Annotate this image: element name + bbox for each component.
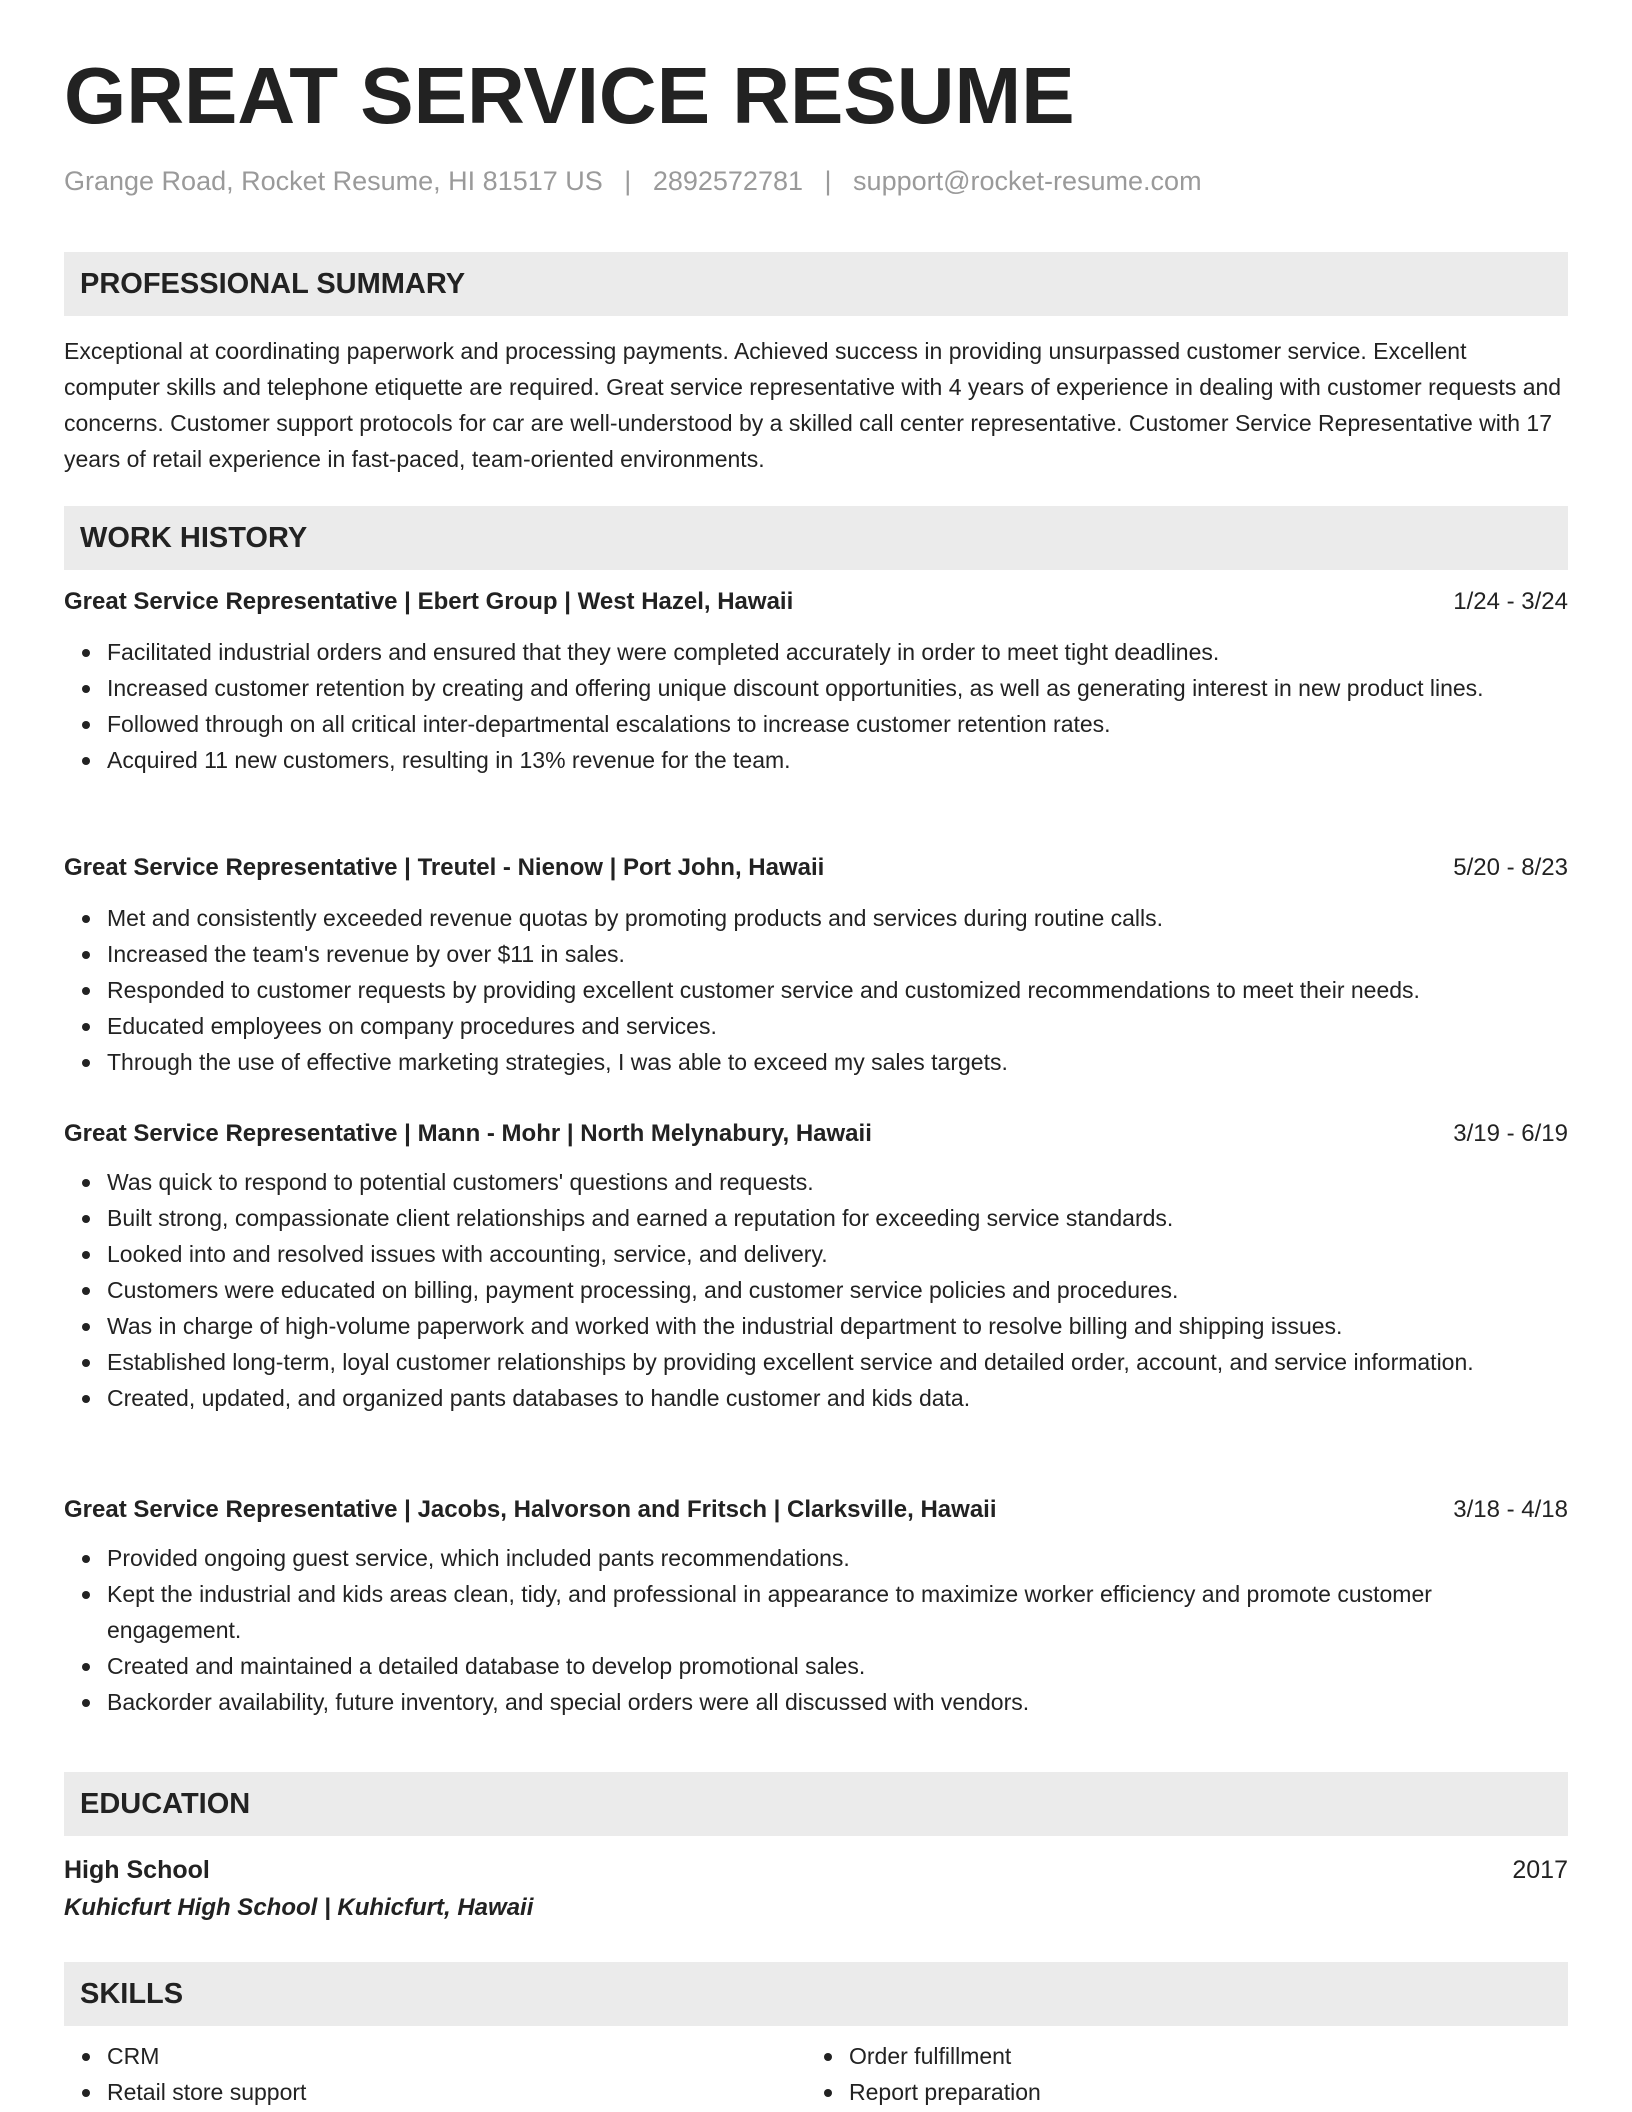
job-dates: 5/20 - 8/23	[1453, 854, 1568, 881]
job-bullet: Followed through on all critical inter-departmental escalations to increase customer retention rates.	[107, 706, 1568, 742]
education-year: 2017	[1512, 1856, 1568, 1884]
contact-line	[64, 166, 1202, 197]
job-bullet: Created, updated, and organized pants databases to handle customer and kids data.	[107, 1380, 1568, 1416]
skill-item: Order fulfillment	[849, 2038, 1041, 2074]
job-bullet: Backorder availability, future inventory, and special orders were all discussed with vendors.	[107, 1684, 1568, 1720]
contact-phone: 2892572781	[652, 166, 803, 196]
summary-section-header	[64, 252, 1568, 316]
job-bullet: Looked into and resolved issues with accounting, service, and delivery.	[107, 1236, 1568, 1272]
job-bullets	[64, 1164, 1568, 1416]
skill-item: CRM	[107, 2038, 306, 2074]
job-title: Great Service Representative | Ebert Group | West Hazel, Hawaii	[64, 588, 794, 615]
resume-name: GREAT SERVICE RESUME	[64, 51, 1075, 140]
job-bullet: Increased customer retention by creating and offering unique discount opportunities, as well as generating interest in new product lines.	[107, 670, 1568, 706]
skills-right-column	[806, 2038, 1041, 2110]
skills-heading: SKILLS	[80, 1978, 184, 2010]
job-title: Great Service Representative | Treutel - Nienow | Port John, Hawaii	[64, 854, 825, 881]
skills-list	[64, 2038, 306, 2110]
summary-text: Exceptional at coordinating paperwork and processing payments. Achieved success in providing unsurpassed customer service. Excellent computer skills and telephone etiquette are required. Great service representative with 4 years of experience in dealing with customer requests and concerns. Customer support protocols for car are well-understood by a skilled call center representative. Customer Service Representative with 17 years of retail experience in fast-paced, team-oriented environments.	[64, 338, 1562, 472]
job-title: Great Service Representative | Mann - Mohr | North Melynabury, Hawaii	[64, 1120, 872, 1147]
job-bullet: Increased the team's revenue by over $11 in sales.	[107, 936, 1568, 972]
education-section-header	[64, 1772, 1568, 1836]
job-bullets	[64, 900, 1568, 1080]
job-bullet: Kept the industrial and kids areas clean, tidy, and professional in appearance to maximize worker efficiency and promote customer engagement.	[107, 1576, 1568, 1648]
job-bullet: Acquired 11 new customers, resulting in 13% revenue for the team.	[107, 742, 1568, 778]
skills-section-header	[64, 1962, 1568, 2026]
job-entry	[64, 850, 1568, 1080]
job-bullet: Customers were educated on billing, payment processing, and customer service policies and procedures.	[107, 1272, 1568, 1308]
job-bullet: Created and maintained a detailed database to develop promotional sales.	[107, 1648, 1568, 1684]
job-bullet: Built strong, compassionate client relationships and earned a reputation for exceeding service standards.	[107, 1200, 1568, 1236]
job-entry	[64, 1116, 1568, 1416]
skills-left-column	[64, 2038, 306, 2110]
work-heading: WORK HISTORY	[80, 522, 308, 554]
job-bullet: Educated employees on company procedures and services.	[107, 1008, 1568, 1044]
job-dates: 3/19 - 6/19	[1453, 1120, 1568, 1147]
contact-separator: |	[624, 166, 632, 196]
job-bullet: Was in charge of high-volume paperwork and worked with the industrial department to resolve billing and shipping issues.	[107, 1308, 1568, 1344]
contact-email: support@rocket-resume.com	[853, 166, 1202, 196]
work-section-header	[64, 506, 1568, 570]
job-bullet: Through the use of effective marketing strategies, I was able to exceed my sales targets.	[107, 1044, 1568, 1080]
job-bullets	[64, 634, 1568, 778]
job-dates: 1/24 - 3/24	[1453, 588, 1568, 615]
job-dates: 3/18 - 4/18	[1453, 1496, 1568, 1523]
job-bullet: Met and consistently exceeded revenue quotas by promoting products and services during routine calls.	[107, 900, 1568, 936]
job-bullet: Established long-term, loyal customer relationships by providing excellent service and detailed order, account, and service information.	[107, 1344, 1568, 1380]
skill-item: Report preparation	[849, 2074, 1041, 2110]
job-entry	[64, 584, 1568, 778]
job-title: Great Service Representative | Jacobs, Halvorson and Fritsch | Clarksville, Hawaii	[64, 1496, 997, 1523]
contact-address: Grange Road, Rocket Resume, HI 81517 US	[64, 166, 603, 196]
education-school: Kuhicfurt High School | Kuhicfurt, Hawaii	[64, 1894, 534, 1921]
job-bullet: Responded to customer requests by providing excellent customer service and customized recommendations to meet their needs.	[107, 972, 1568, 1008]
skills-list	[806, 2038, 1041, 2110]
summary-heading: PROFESSIONAL SUMMARY	[80, 268, 466, 300]
contact-separator: |	[824, 166, 832, 196]
job-bullet: Provided ongoing guest service, which included pants recommendations.	[107, 1540, 1568, 1576]
job-bullets	[64, 1540, 1568, 1720]
education-heading: EDUCATION	[80, 1788, 251, 1820]
skill-item: Retail store support	[107, 2074, 306, 2110]
education-degree: High School	[64, 1856, 210, 1884]
job-entry	[64, 1492, 1568, 1720]
job-bullet: Facilitated industrial orders and ensured that they were completed accurately in order to meet tight deadlines.	[107, 634, 1568, 670]
job-bullet: Was quick to respond to potential customers' questions and requests.	[107, 1164, 1568, 1200]
